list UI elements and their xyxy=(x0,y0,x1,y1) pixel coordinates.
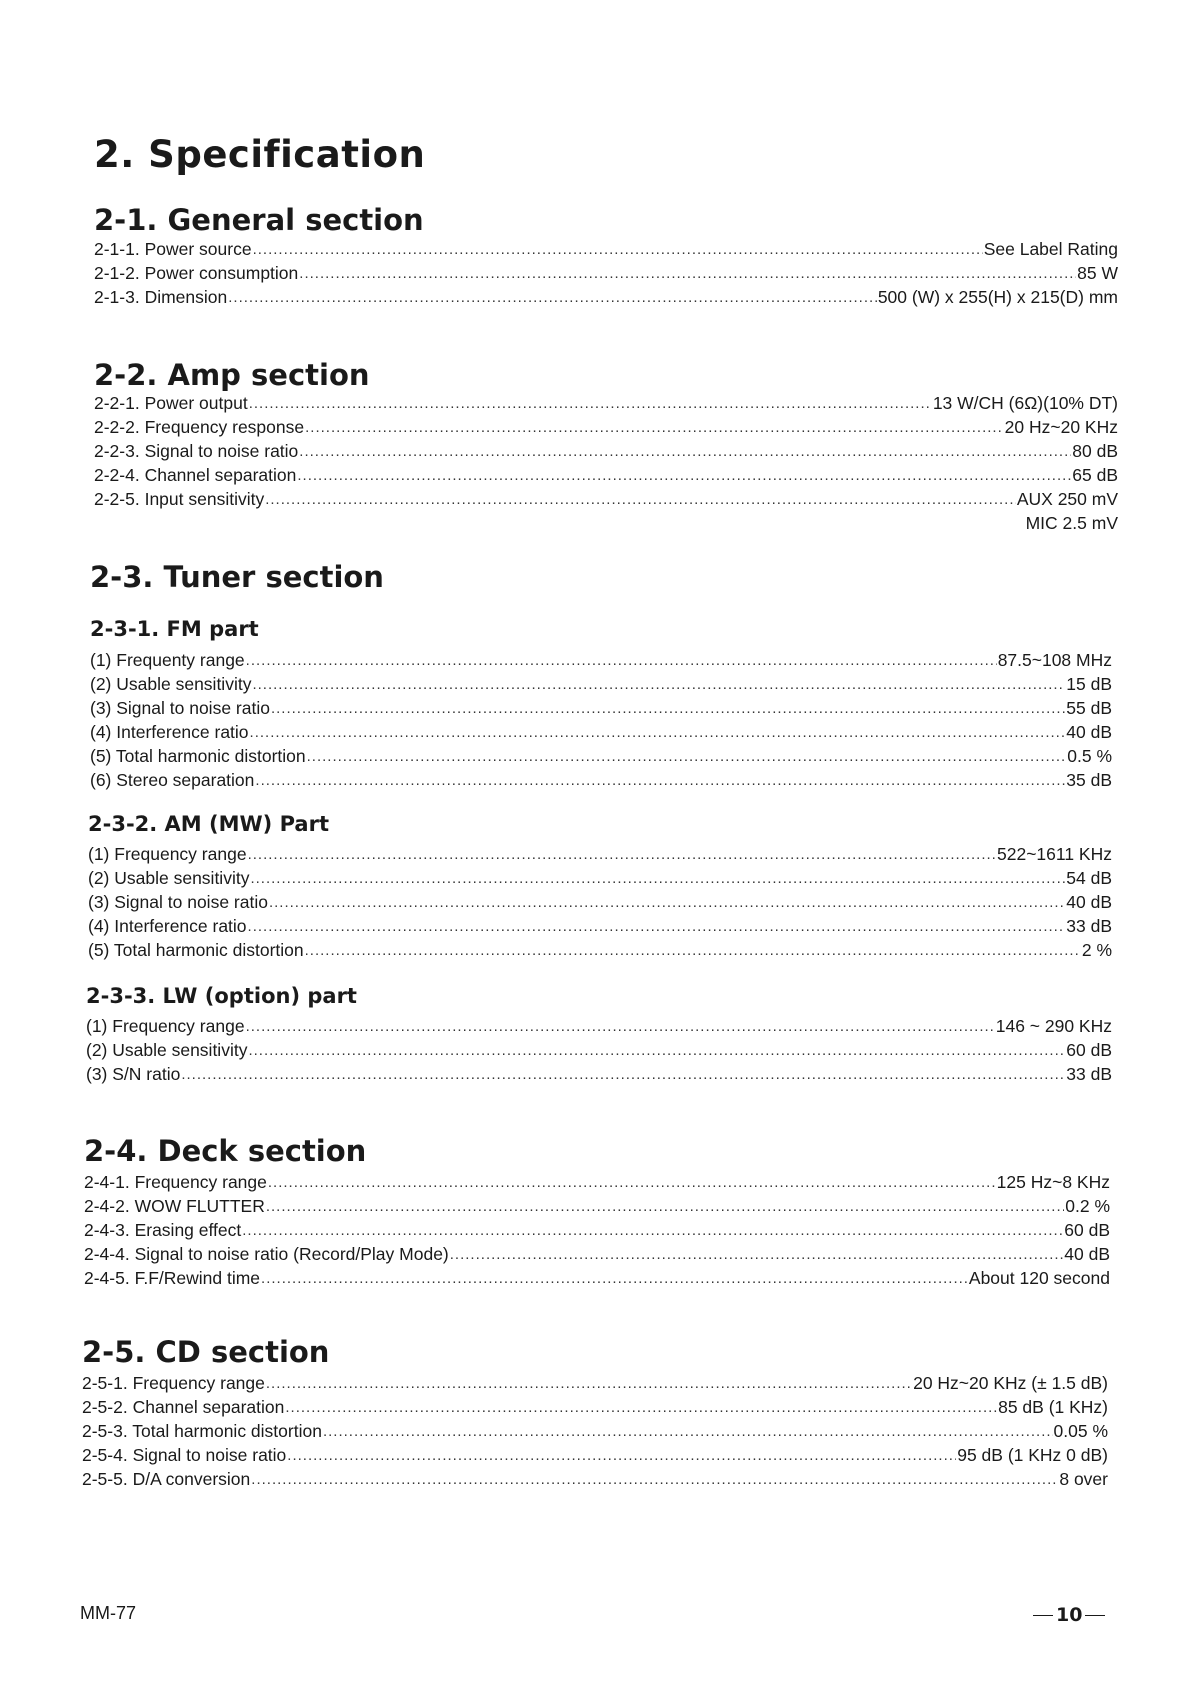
spec-row: 2-5-2. Channel separation ..... 85 dB (1 KHz) xyxy=(82,1395,1108,1419)
leader-dots xyxy=(253,236,983,262)
leader-dots xyxy=(181,1061,1065,1087)
leader-dots xyxy=(246,1013,995,1039)
leader-dots xyxy=(269,889,1065,915)
page-title: 2. Specification xyxy=(94,133,426,176)
leader-dots xyxy=(297,462,1071,488)
spec-row: 2-4-2. WOW FLUTTER ..... 0.2 % xyxy=(84,1194,1110,1218)
leader-dots xyxy=(307,743,1067,769)
leader-dots xyxy=(228,284,877,310)
spec-row: (1) Frequency range ..... 146 ~ 290 KHz xyxy=(86,1014,1112,1038)
spec-row: 2-2-2. Frequency response ..... 20 Hz~20 KHz xyxy=(94,415,1118,439)
dash-left xyxy=(1033,1615,1053,1616)
spec-row: (1) Frequency range ..... 522~1611 KHz xyxy=(88,842,1112,866)
spec-row: 2-5-5. D/A conversion ..... 8 over xyxy=(82,1467,1108,1491)
leader-dots xyxy=(271,695,1065,721)
leader-dots xyxy=(251,1466,1058,1492)
leader-dots xyxy=(299,438,1071,464)
leader-dots xyxy=(250,865,1065,891)
subsection-heading-am: 2-3-2. AM (MW) Part xyxy=(88,812,329,836)
subsection-heading-fm: 2-3-1. FM part xyxy=(90,617,259,641)
spec-row: 2-1-3. Dimension ..... 500 (W) x 255(H) x 215(D) mm xyxy=(94,285,1118,309)
spec-row: (2) Usable sensitivity ..... 54 dB xyxy=(88,866,1112,890)
leader-dots xyxy=(266,1370,912,1396)
amp-spec-list xyxy=(94,391,1118,535)
deck-spec-list xyxy=(84,1170,1110,1290)
dash-right xyxy=(1085,1615,1105,1616)
section-heading-cd: 2-5. CD section xyxy=(82,1335,330,1369)
leader-dots xyxy=(299,260,1076,286)
section-heading-deck: 2-4. Deck section xyxy=(84,1134,367,1168)
spec-row: 2-4-1. Frequency range ..... 125 Hz~8 KHz xyxy=(84,1170,1110,1194)
spec-row-continuation: MIC 2.5 mV xyxy=(1025,513,1118,533)
spec-row: (2) Usable sensitivity ..... 15 dB xyxy=(90,672,1112,696)
spec-row: (4) Interference ratio ..... 40 dB xyxy=(90,720,1112,744)
section-heading-tuner: 2-3. Tuner section xyxy=(90,560,384,594)
spec-row: 2-1-1. Power source ..... See Label Rating xyxy=(94,237,1118,261)
leader-dots xyxy=(266,1193,1064,1219)
leader-dots xyxy=(248,1037,1065,1063)
spec-row: 2-1-2. Power consumption ..... 85 W xyxy=(94,261,1118,285)
spec-row: 2-5-3. Total harmonic distortion ..... 0.05 % xyxy=(82,1419,1108,1443)
leader-dots xyxy=(250,719,1066,745)
leader-dots xyxy=(323,1418,1053,1444)
leader-dots xyxy=(268,1169,996,1195)
spec-row: 2-5-4. Signal to noise ratio ..... 95 dB (1 KHz 0 dB) xyxy=(82,1443,1108,1467)
am-spec-list xyxy=(88,842,1112,962)
leader-dots xyxy=(246,647,997,673)
leader-dots xyxy=(305,937,1081,963)
leader-dots xyxy=(248,841,996,867)
spec-row: 2-2-5. Input sensitivity ..... AUX 250 mV xyxy=(94,487,1118,511)
cd-spec-list xyxy=(82,1371,1108,1491)
spec-row: (3) Signal to noise ratio ..... 55 dB xyxy=(90,696,1112,720)
section-heading-amp: 2-2. Amp section xyxy=(94,358,370,392)
spec-row: 2-2-3. Signal to noise ratio ..... 80 dB xyxy=(94,439,1118,463)
fm-spec-list xyxy=(90,648,1112,792)
spec-row: (5) Total harmonic distortion ..... 2 % xyxy=(88,938,1112,962)
spec-row: 2-2-4. Channel separation ..... 65 dB xyxy=(94,463,1118,487)
footer-page-number xyxy=(1030,1604,1108,1626)
spec-row: (3) S/N ratio ..... 33 dB xyxy=(86,1062,1112,1086)
footer-model: MM-77 xyxy=(80,1603,137,1623)
spec-row: (4) Interference ratio ..... 33 dB xyxy=(88,914,1112,938)
page-number: 10 xyxy=(1056,1604,1083,1626)
leader-dots xyxy=(252,671,1065,697)
spec-row: 2-4-5. F.F/Rewind time ..... About 120 second xyxy=(84,1266,1110,1290)
leader-dots xyxy=(242,1217,1063,1243)
leader-dots xyxy=(249,390,932,416)
spec-row: (3) Signal to noise ratio ..... 40 dB xyxy=(88,890,1112,914)
leader-dots xyxy=(255,767,1065,793)
leader-dots xyxy=(287,1442,956,1468)
spec-row: (5) Total harmonic distortion ..... 0.5 % xyxy=(90,744,1112,768)
spec-row: 2-5-1. Frequency range ..... 20 Hz~20 KHz (± 1.5 dB) xyxy=(82,1371,1108,1395)
leader-dots xyxy=(305,414,1004,440)
leader-dots xyxy=(248,913,1066,939)
leader-dots xyxy=(265,486,1016,512)
leader-dots xyxy=(261,1265,968,1291)
spec-row: (6) Stereo separation ..... 35 dB xyxy=(90,768,1112,792)
general-spec-list xyxy=(94,237,1118,309)
spec-row: (2) Usable sensitivity ..... 60 dB xyxy=(86,1038,1112,1062)
spec-row: 2-2-1. Power output ..... 13 W/CH (6Ω)(10% DT) xyxy=(94,391,1118,415)
spec-row: (1) Frequenty range ..... 87.5~108 MHz xyxy=(90,648,1112,672)
spec-row: 2-4-4. Signal to noise ratio (Record/Play Mode) ..... 40 dB xyxy=(84,1242,1110,1266)
lw-spec-list xyxy=(86,1014,1112,1086)
subsection-heading-lw: 2-3-3. LW (option) part xyxy=(86,984,357,1008)
leader-dots xyxy=(285,1394,997,1420)
spec-row: 2-4-3. Erasing effect ..... 60 dB xyxy=(84,1218,1110,1242)
section-heading-general: 2-1. General section xyxy=(94,203,424,237)
leader-dots xyxy=(450,1241,1064,1267)
